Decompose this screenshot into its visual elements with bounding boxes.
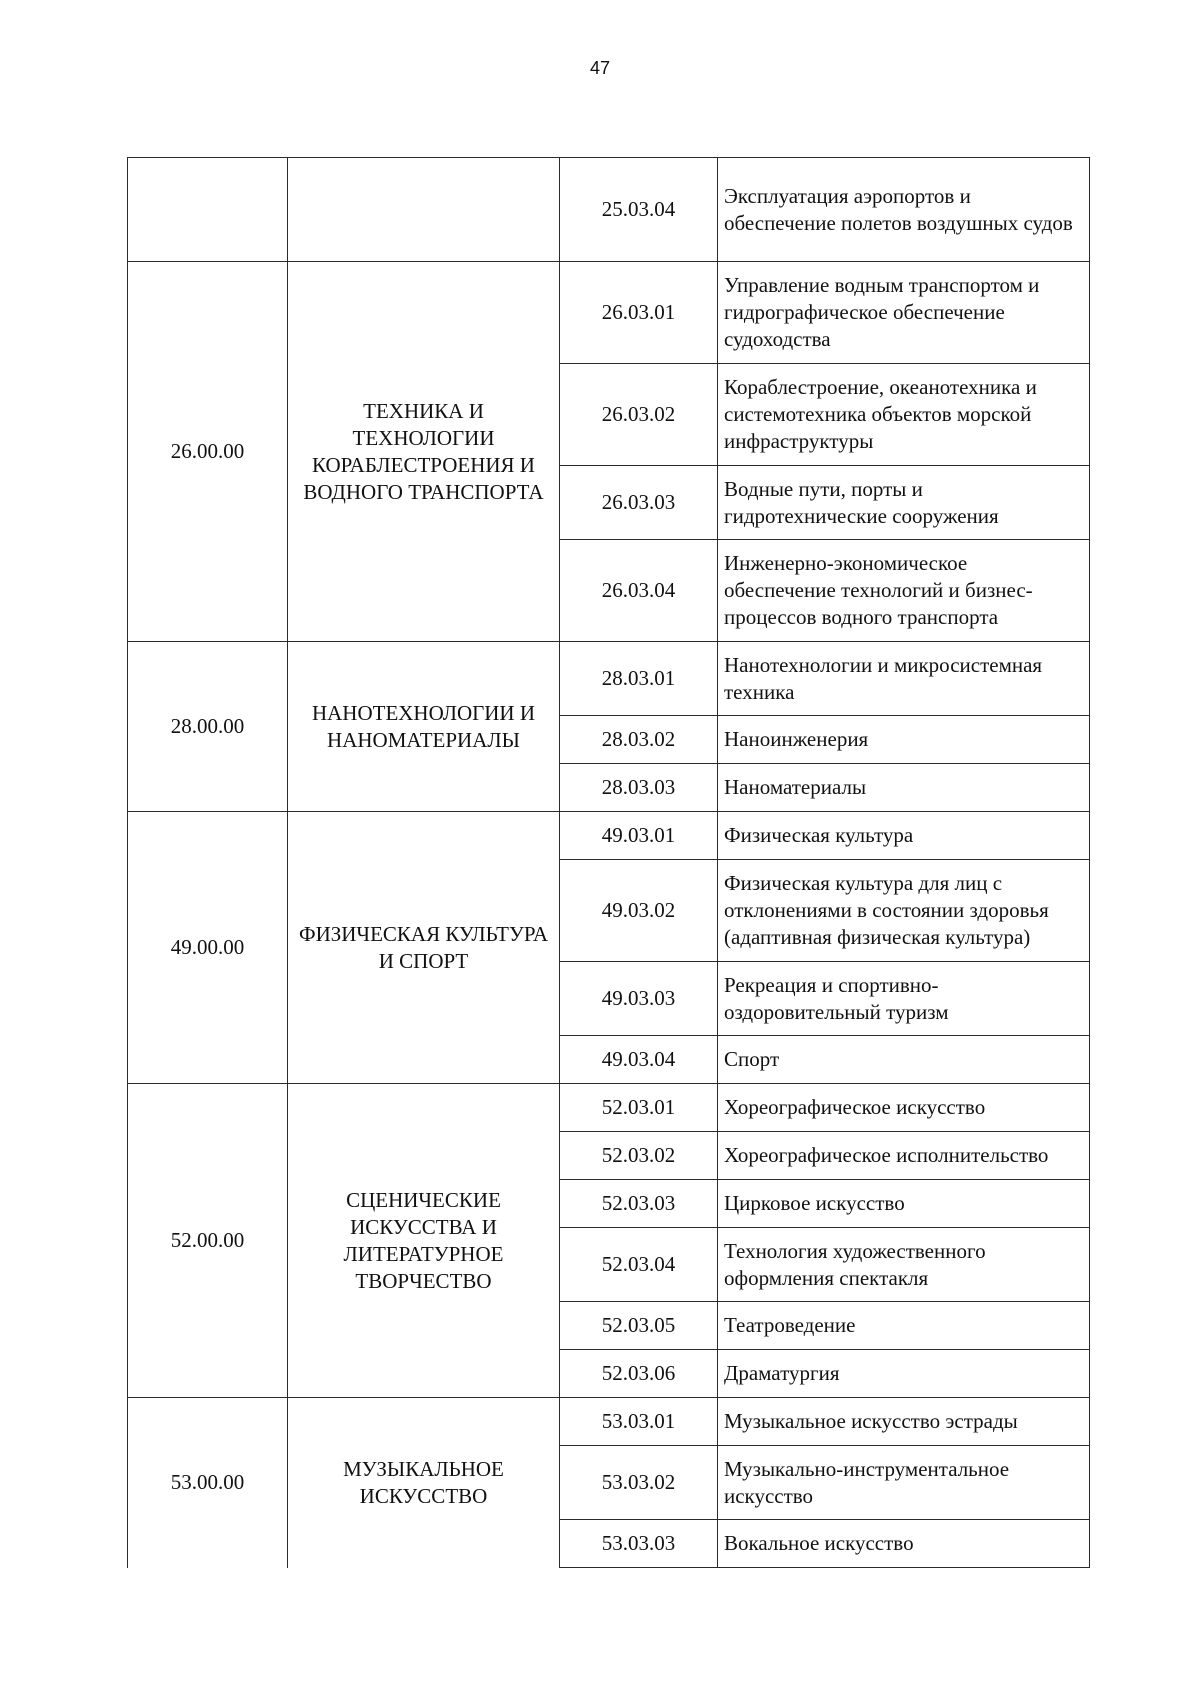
specialty-code-cell: 49.03.01 [560,812,718,860]
group-code-cell [128,158,288,262]
specialty-code-cell: 28.03.03 [560,764,718,812]
group-code-cell: 52.00.00 [128,1084,288,1398]
table-row [128,1398,1090,1446]
specialty-name-cell: Наноматериалы [718,764,1090,812]
group-name-cell: МУЗЫКАЛЬНОЕ ИСКУССТВО [288,1398,560,1568]
specialty-name-cell: Хореографическое исполнительство [718,1132,1090,1180]
specialty-name-cell: Физическая культура [718,812,1090,860]
specialty-name-cell: Наноинженерия [718,716,1090,764]
specialty-code-cell: 26.03.02 [560,364,718,466]
specialty-name-cell: Эксплуатация аэропортов и обеспечение полетов воздушных судов [718,158,1090,262]
group-code-cell: 53.00.00 [128,1398,288,1568]
table-row [128,1084,1090,1132]
specialty-code-cell: 52.03.05 [560,1302,718,1350]
group-name-cell: СЦЕНИЧЕСКИЕ ИСКУССТВА И ЛИТЕРАТУРНОЕ ТВОРЧЕСТВО [288,1084,560,1398]
specialty-name-cell: Музыкальное искусство эстрады [718,1398,1090,1446]
specialty-code-cell: 26.03.04 [560,540,718,642]
specialty-name-cell: Спорт [718,1036,1090,1084]
table-row [128,158,1090,262]
specialty-code-cell: 26.03.03 [560,466,718,540]
specialty-code-cell: 28.03.01 [560,642,718,716]
group-code-cell: 28.00.00 [128,642,288,812]
specialty-name-cell: Рекреация и спортивно-оздоровительный туризм [718,962,1090,1036]
specialty-code-cell: 49.03.03 [560,962,718,1036]
specialty-code-cell: 52.03.02 [560,1132,718,1180]
specialty-name-cell: Цирковое искусство [718,1180,1090,1228]
group-name-cell: НАНОТЕХНОЛОГИИ И НАНОМАТЕРИАЛЫ [288,642,560,812]
specialty-code-cell: 52.03.04 [560,1228,718,1302]
specialty-code-cell: 52.03.01 [560,1084,718,1132]
table-row [128,642,1090,716]
specialties-table-body [128,158,1090,1568]
table-row [128,812,1090,860]
specialty-code-cell: 28.03.02 [560,716,718,764]
specialty-code-cell: 49.03.04 [560,1036,718,1084]
specialty-name-cell: Физическая культура для лиц с отклонениями в состоянии здоровья (адаптивная физическая культура) [718,860,1090,962]
specialty-code-cell: 26.03.01 [560,262,718,364]
specialty-name-cell: Водные пути, порты и гидротехнические сооружения [718,466,1090,540]
table-row [128,262,1090,364]
specialty-code-cell: 53.03.02 [560,1446,718,1520]
group-name-cell: ТЕХНИКА И ТЕХНОЛОГИИ КОРАБЛЕСТРОЕНИЯ И ВОДНОГО ТРАНСПОРТА [288,262,560,642]
specialty-name-cell: Хореографическое искусство [718,1084,1090,1132]
specialties-table [127,157,1090,1568]
specialty-code-cell: 53.03.01 [560,1398,718,1446]
specialty-name-cell: Кораблестроение, океанотехника и системотехника объектов морской инфраструктуры [718,364,1090,466]
specialty-name-cell: Вокальное искусство [718,1520,1090,1568]
specialty-name-cell: Драматургия [718,1350,1090,1398]
group-code-cell: 49.00.00 [128,812,288,1084]
specialty-name-cell: Музыкально-инструментальное искусство [718,1446,1090,1520]
specialty-name-cell: Управление водным транспортом и гидрографическое обеспечение судоходства [718,262,1090,364]
specialty-code-cell: 52.03.06 [560,1350,718,1398]
group-name-cell [288,158,560,262]
page-number: 47 [589,58,611,78]
specialty-code-cell: 52.03.03 [560,1180,718,1228]
specialty-name-cell: Технология художественного оформления спектакля [718,1228,1090,1302]
group-code-cell: 26.00.00 [128,262,288,642]
specialty-name-cell: Инженерно-экономическое обеспечение технологий и бизнес-процессов водного транспорта [718,540,1090,642]
specialty-code-cell: 49.03.02 [560,860,718,962]
specialty-code-cell: 53.03.03 [560,1520,718,1568]
group-name-cell: ФИЗИЧЕСКАЯ КУЛЬТУРА И СПОРТ [288,812,560,1084]
specialty-name-cell: Театроведение [718,1302,1090,1350]
specialty-name-cell: Нанотехнологии и микросистемная техника [718,642,1090,716]
specialty-code-cell: 25.03.04 [560,158,718,262]
